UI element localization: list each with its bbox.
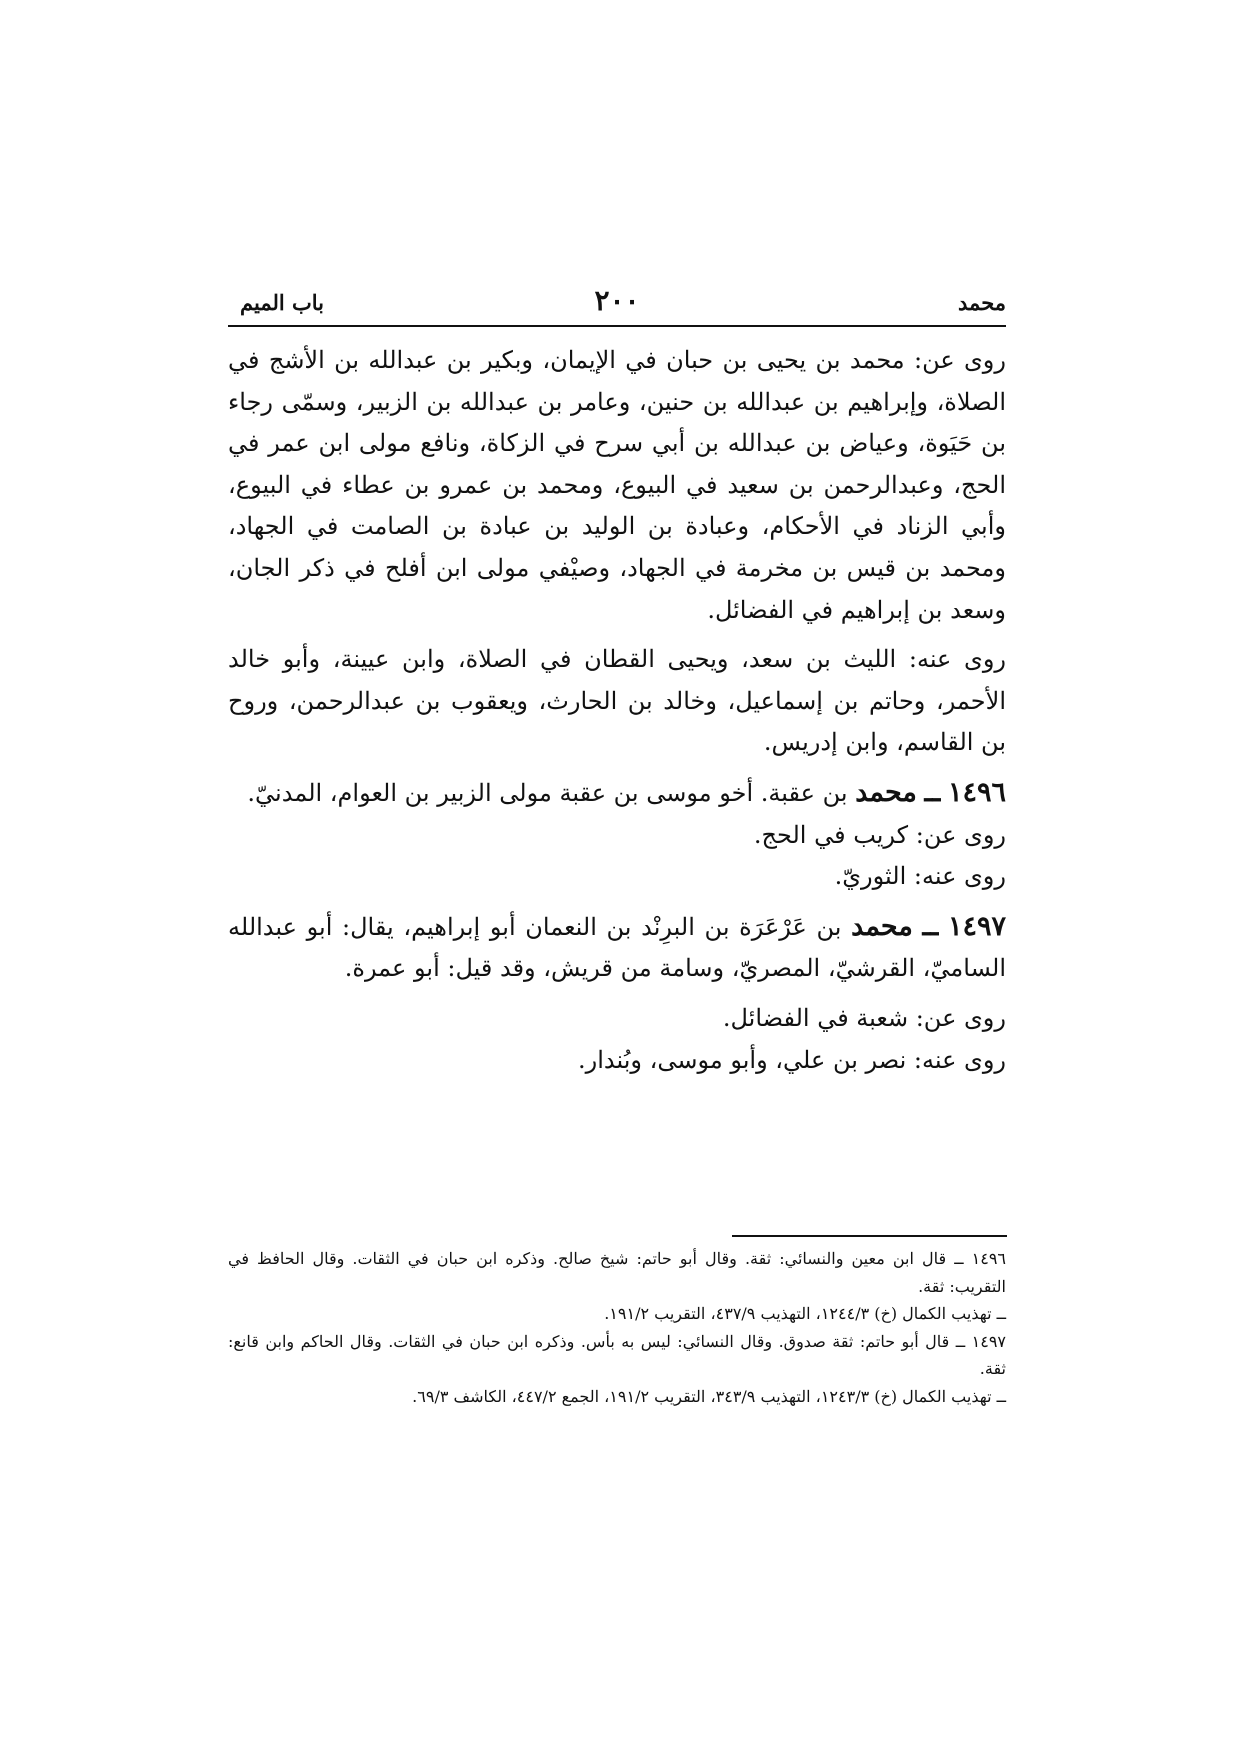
footnote-1496-references: ــ تهذيب الكمال (خ) ١٢٤٤/٣، التهذيب ٤٣٧/٩، التقريب ١٩١/٢. <box>604 1304 1006 1324</box>
entry-name: محمد <box>855 776 917 808</box>
header-rule <box>228 325 1006 327</box>
paragraph-narrated-from: روى عن: محمد بن يحيى بن حبان في الإيمان، وبكير بن عبدالله بن الأشج في الصلاة، وإبراهيم بن عبدالله بن حنين، وعامر بن عبدالله بن الزبير، وسمّى رجاء بن حَيَوة، وعياض بن عبدالله بن أبي سرح في الزكاة، ونافع مولى ابن عمر في الحج، وعبدالرحمن بن سعيد في البيوع، ومحمد بن عمرو بن عطاء في البيوع، وأبي الزناد في الأحكام، وعبادة بن الوليد بن عبادة بن الصامت في الجهاد، ومحمد بن قيس بن مخرمة في الجهاد، وصيْفي مولى ابن أفلح في ذكر الجان، وسعد بن إبراهيم في الفضائل. <box>228 346 1007 624</box>
entry-1496-narrated-from: روى عن: كريب في الحج. <box>753 820 1006 849</box>
entry-dash: ــ <box>924 776 941 808</box>
footnotes <box>228 1245 1006 1411</box>
entry-number: ١٤٩٧ <box>948 910 1007 942</box>
header-entry-name: محمد <box>958 290 1006 315</box>
running-header <box>228 282 1006 322</box>
header-chapter-title: باب الميم <box>240 290 325 315</box>
entry-text: بن عَرْعَرَة بن البرِنْد بن النعمان أبو إبراهيم، يقال: أبو عبدالله الساميّ، القرشيّ، المصريّ، وسامة من قريش، وقد قيل: أبو عمرة. <box>228 912 1006 983</box>
entry-dash: ــ <box>922 910 939 942</box>
entry-number: ١٤٩٦ <box>947 776 1006 808</box>
footnote-1497: ١٤٩٧ ــ قال أبو حاتم: ثقة صدوق. وقال النسائي: ليس به بأس. وذكره ابن حبان في الثقات. وقال الحاكم وابن قانع: ثقة. <box>228 1331 1006 1379</box>
entry-name: محمد <box>851 910 913 942</box>
entry-1497-narrated-from: روى عن: شعبة في الفضائل. <box>722 1003 1006 1032</box>
footnote-1497-references: ــ تهذيب الكمال (خ) ١٢٤٣/٣، التهذيب ٣٤٣/٩، التقريب ١٩١/٢، الجمع ٤٤٧/٢، الكاشف ٦٩/٣. <box>412 1386 1006 1406</box>
footnote-separator <box>732 1235 1007 1237</box>
entry-1497-heading <box>228 906 1006 990</box>
entry-text: بن عقبة. أخو موسى بن عقبة مولى الزبير بن العوام، المدنيّ. <box>247 778 848 807</box>
main-text <box>228 340 1006 1089</box>
entry-1496-heading <box>228 772 1006 815</box>
footnote-1496: ١٤٩٦ ــ قال ابن معين والنسائي: ثقة. وقال أبو حاتم: شيخ صالح. وذكره ابن حبان في الثقات. وقال الحافظ في التقريب: ثقة. <box>228 1249 1007 1296</box>
entry-1496-narrated-by: روى عنه: الثوريّ. <box>834 862 1006 891</box>
entry-1497-narrated-by: روى عنه: نصر بن علي، وأبو موسى، وبُندار. <box>577 1045 1006 1074</box>
page-number: ٢٠٠ <box>594 284 640 317</box>
paragraph-narrated-by: روى عنه: الليث بن سعد، ويحيى القطان في الصلاة، وابن عيينة، وأبو خالد الأحمر، وحاتم بن إسماعيل، وخالد بن الحارث، ويعقوب بن عبدالرحمن، وروح بن القاسم، وابن إدريس. <box>228 645 1006 757</box>
